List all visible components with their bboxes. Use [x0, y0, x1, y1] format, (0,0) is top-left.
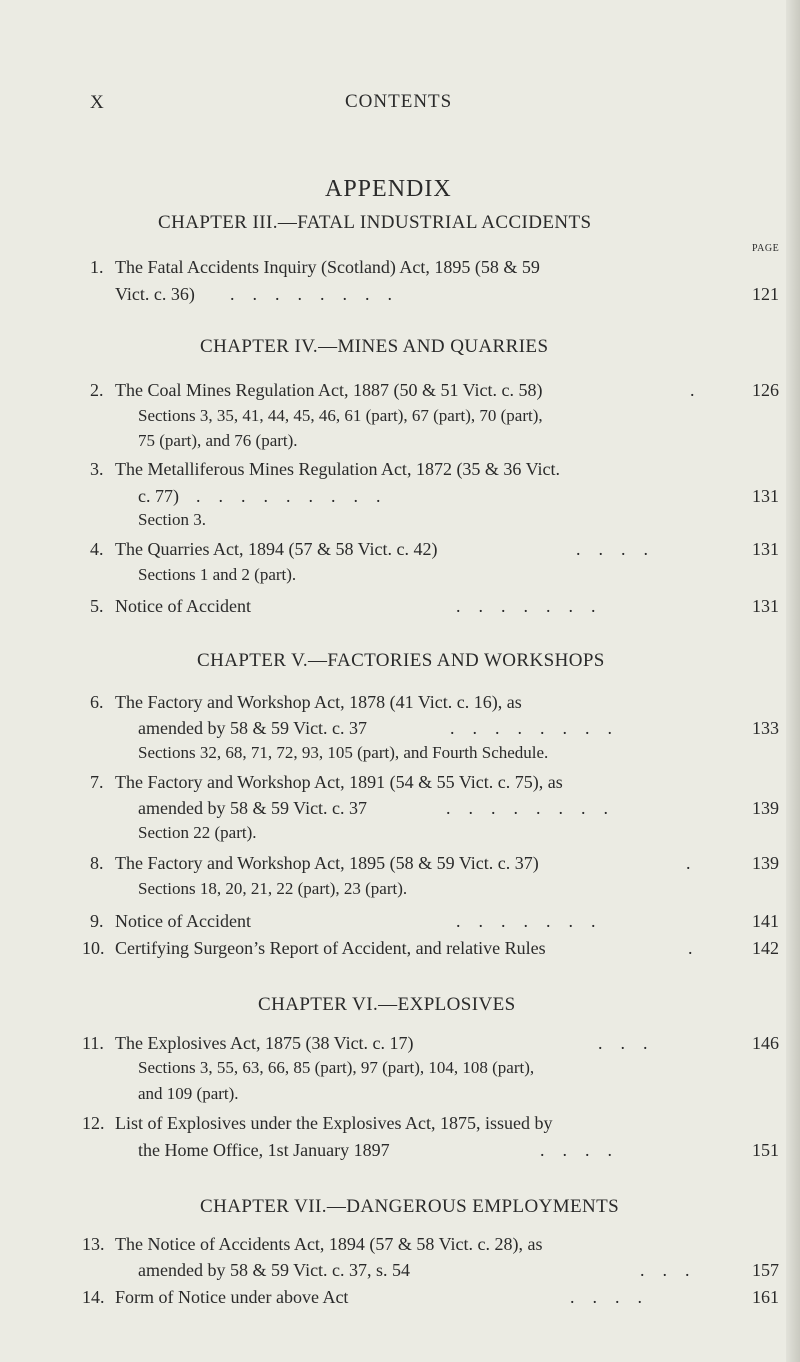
entry-sections: 75 (part), and 76 (part).	[138, 431, 298, 450]
appendix-title: APPENDIX	[325, 176, 452, 202]
entry-title: The Notice of Accidents Act, 1894 (57 & 58 Vict. c. 28), as	[115, 1234, 543, 1254]
entry-title: Form of Notice under above Act	[115, 1287, 349, 1307]
entry-sections: Section 3.	[138, 510, 206, 529]
entry-title: List of Explosives under the Explosives Act, 1875, issued by	[115, 1113, 553, 1133]
entry-title-continued: amended by 58 & 59 Vict. c. 37, s. 54	[138, 1260, 411, 1280]
entry-title-continued: c. 77)	[138, 486, 179, 506]
dot-leader: ....	[576, 539, 666, 559]
entry-sections: Sections 3, 55, 63, 66, 85 (part), 97 (part), 104, 108 (part),	[138, 1058, 535, 1077]
dot-leader: ........	[230, 284, 410, 304]
entry-title: The Factory and Workshop Act, 1895 (58 & 59 Vict. c. 37)	[115, 853, 539, 873]
entry-page: 161	[752, 1287, 779, 1307]
entry-page: 126	[752, 380, 779, 400]
entry-sections: and 109 (part).	[138, 1084, 239, 1103]
dot-leader: ....	[570, 1287, 660, 1307]
entry-title: The Coal Mines Regulation Act, 1887 (50 & 51 Vict. c. 58)	[115, 380, 543, 400]
dot-leader: ...	[598, 1033, 666, 1053]
entry-title: The Factory and Workshop Act, 1878 (41 Vict. c. 16), as	[115, 692, 522, 712]
entry-number: 14.	[82, 1287, 105, 1307]
entry-sections: Sections 18, 20, 21, 22 (part), 23 (part).	[138, 879, 408, 898]
entry-number: 2.	[90, 380, 104, 400]
entry-page: 139	[752, 853, 779, 873]
entry-sections: Section 22 (part).	[138, 823, 257, 842]
entry-number: 7.	[90, 772, 104, 792]
page-edge-shadow	[786, 0, 800, 1362]
chapter-heading: CHAPTER V.—FACTORIES AND WORKSHOPS	[197, 650, 605, 671]
running-header: CONTENTS	[345, 91, 453, 112]
entry-number: 11.	[82, 1033, 104, 1053]
dot-leader: ...	[640, 1260, 708, 1280]
entry-page: 131	[752, 486, 779, 506]
dot-leader: ........	[450, 718, 630, 738]
entry-title: The Explosives Act, 1875 (38 Vict. c. 17)	[115, 1033, 414, 1053]
dot-leader: ....	[540, 1140, 630, 1160]
entry-number: 12.	[82, 1113, 105, 1133]
entry-page: 141	[752, 911, 779, 931]
entry-title: The Quarries Act, 1894 (57 & 58 Vict. c. 42)	[115, 539, 438, 559]
entry-title: Notice of Accident	[115, 596, 251, 616]
dot-leader: .........	[196, 486, 399, 506]
entry-page: 146	[752, 1033, 779, 1053]
page-number-roman: X	[90, 92, 104, 113]
entry-title-continued: Vict. c. 36)	[115, 284, 195, 304]
entry-title: Certifying Surgeon’s Report of Accident, and relative Rules	[115, 938, 546, 958]
entry-page: 133	[752, 718, 779, 738]
entry-number: 1.	[90, 257, 104, 277]
page-column-label: PAGE	[752, 243, 780, 254]
chapter-heading: CHAPTER VII.—DANGEROUS EMPLOYMENTS	[200, 1196, 620, 1217]
entry-number: 4.	[90, 539, 104, 559]
entry-page: 139	[752, 798, 779, 818]
entry-title: The Fatal Accidents Inquiry (Scotland) Act, 1895 (58 & 59	[115, 257, 540, 277]
dot-leader: ........	[446, 798, 626, 818]
entry-sections: Sections 1 and 2 (part).	[138, 565, 297, 584]
dot-leader: .......	[456, 911, 614, 931]
dot-leader: .	[690, 380, 713, 400]
entry-title: Notice of Accident	[115, 911, 251, 931]
entry-number: 9.	[90, 911, 104, 931]
dot-leader: .......	[456, 596, 614, 616]
entry-number: 5.	[90, 596, 104, 616]
entry-page: 121	[752, 284, 779, 304]
entry-number: 8.	[90, 853, 104, 873]
entry-number: 13.	[82, 1234, 105, 1254]
entry-number: 10.	[82, 938, 105, 958]
entry-sections: Sections 3, 35, 41, 44, 45, 46, 61 (part), 67 (part), 70 (part),	[138, 406, 543, 425]
entry-page: 142	[752, 938, 779, 958]
entry-title-continued: amended by 58 & 59 Vict. c. 37	[138, 718, 368, 738]
entry-page: 131	[752, 539, 779, 559]
dot-leader: .	[686, 853, 709, 873]
entry-page: 131	[752, 596, 779, 616]
chapter-heading: CHAPTER III.—FATAL INDUSTRIAL ACCIDENTS	[158, 212, 592, 233]
dot-leader: .	[688, 938, 711, 958]
entry-title: The Factory and Workshop Act, 1891 (54 & 55 Vict. c. 75), as	[115, 772, 563, 792]
entry-sections: Sections 32, 68, 71, 72, 93, 105 (part), and Fourth Schedule.	[138, 743, 549, 762]
entry-title-continued: amended by 58 & 59 Vict. c. 37	[138, 798, 368, 818]
entry-title-continued: the Home Office, 1st January 1897	[138, 1140, 390, 1160]
entry-page: 157	[752, 1260, 779, 1280]
entry-title: The Metalliferous Mines Regulation Act, 1872 (35 & 36 Vict.	[115, 459, 561, 479]
chapter-heading: CHAPTER VI.—EXPLOSIVES	[258, 994, 516, 1015]
entry-number: 3.	[90, 459, 104, 479]
chapter-heading: CHAPTER IV.—MINES AND QUARRIES	[200, 336, 549, 357]
entry-page: 151	[752, 1140, 779, 1160]
entry-number: 6.	[90, 692, 104, 712]
